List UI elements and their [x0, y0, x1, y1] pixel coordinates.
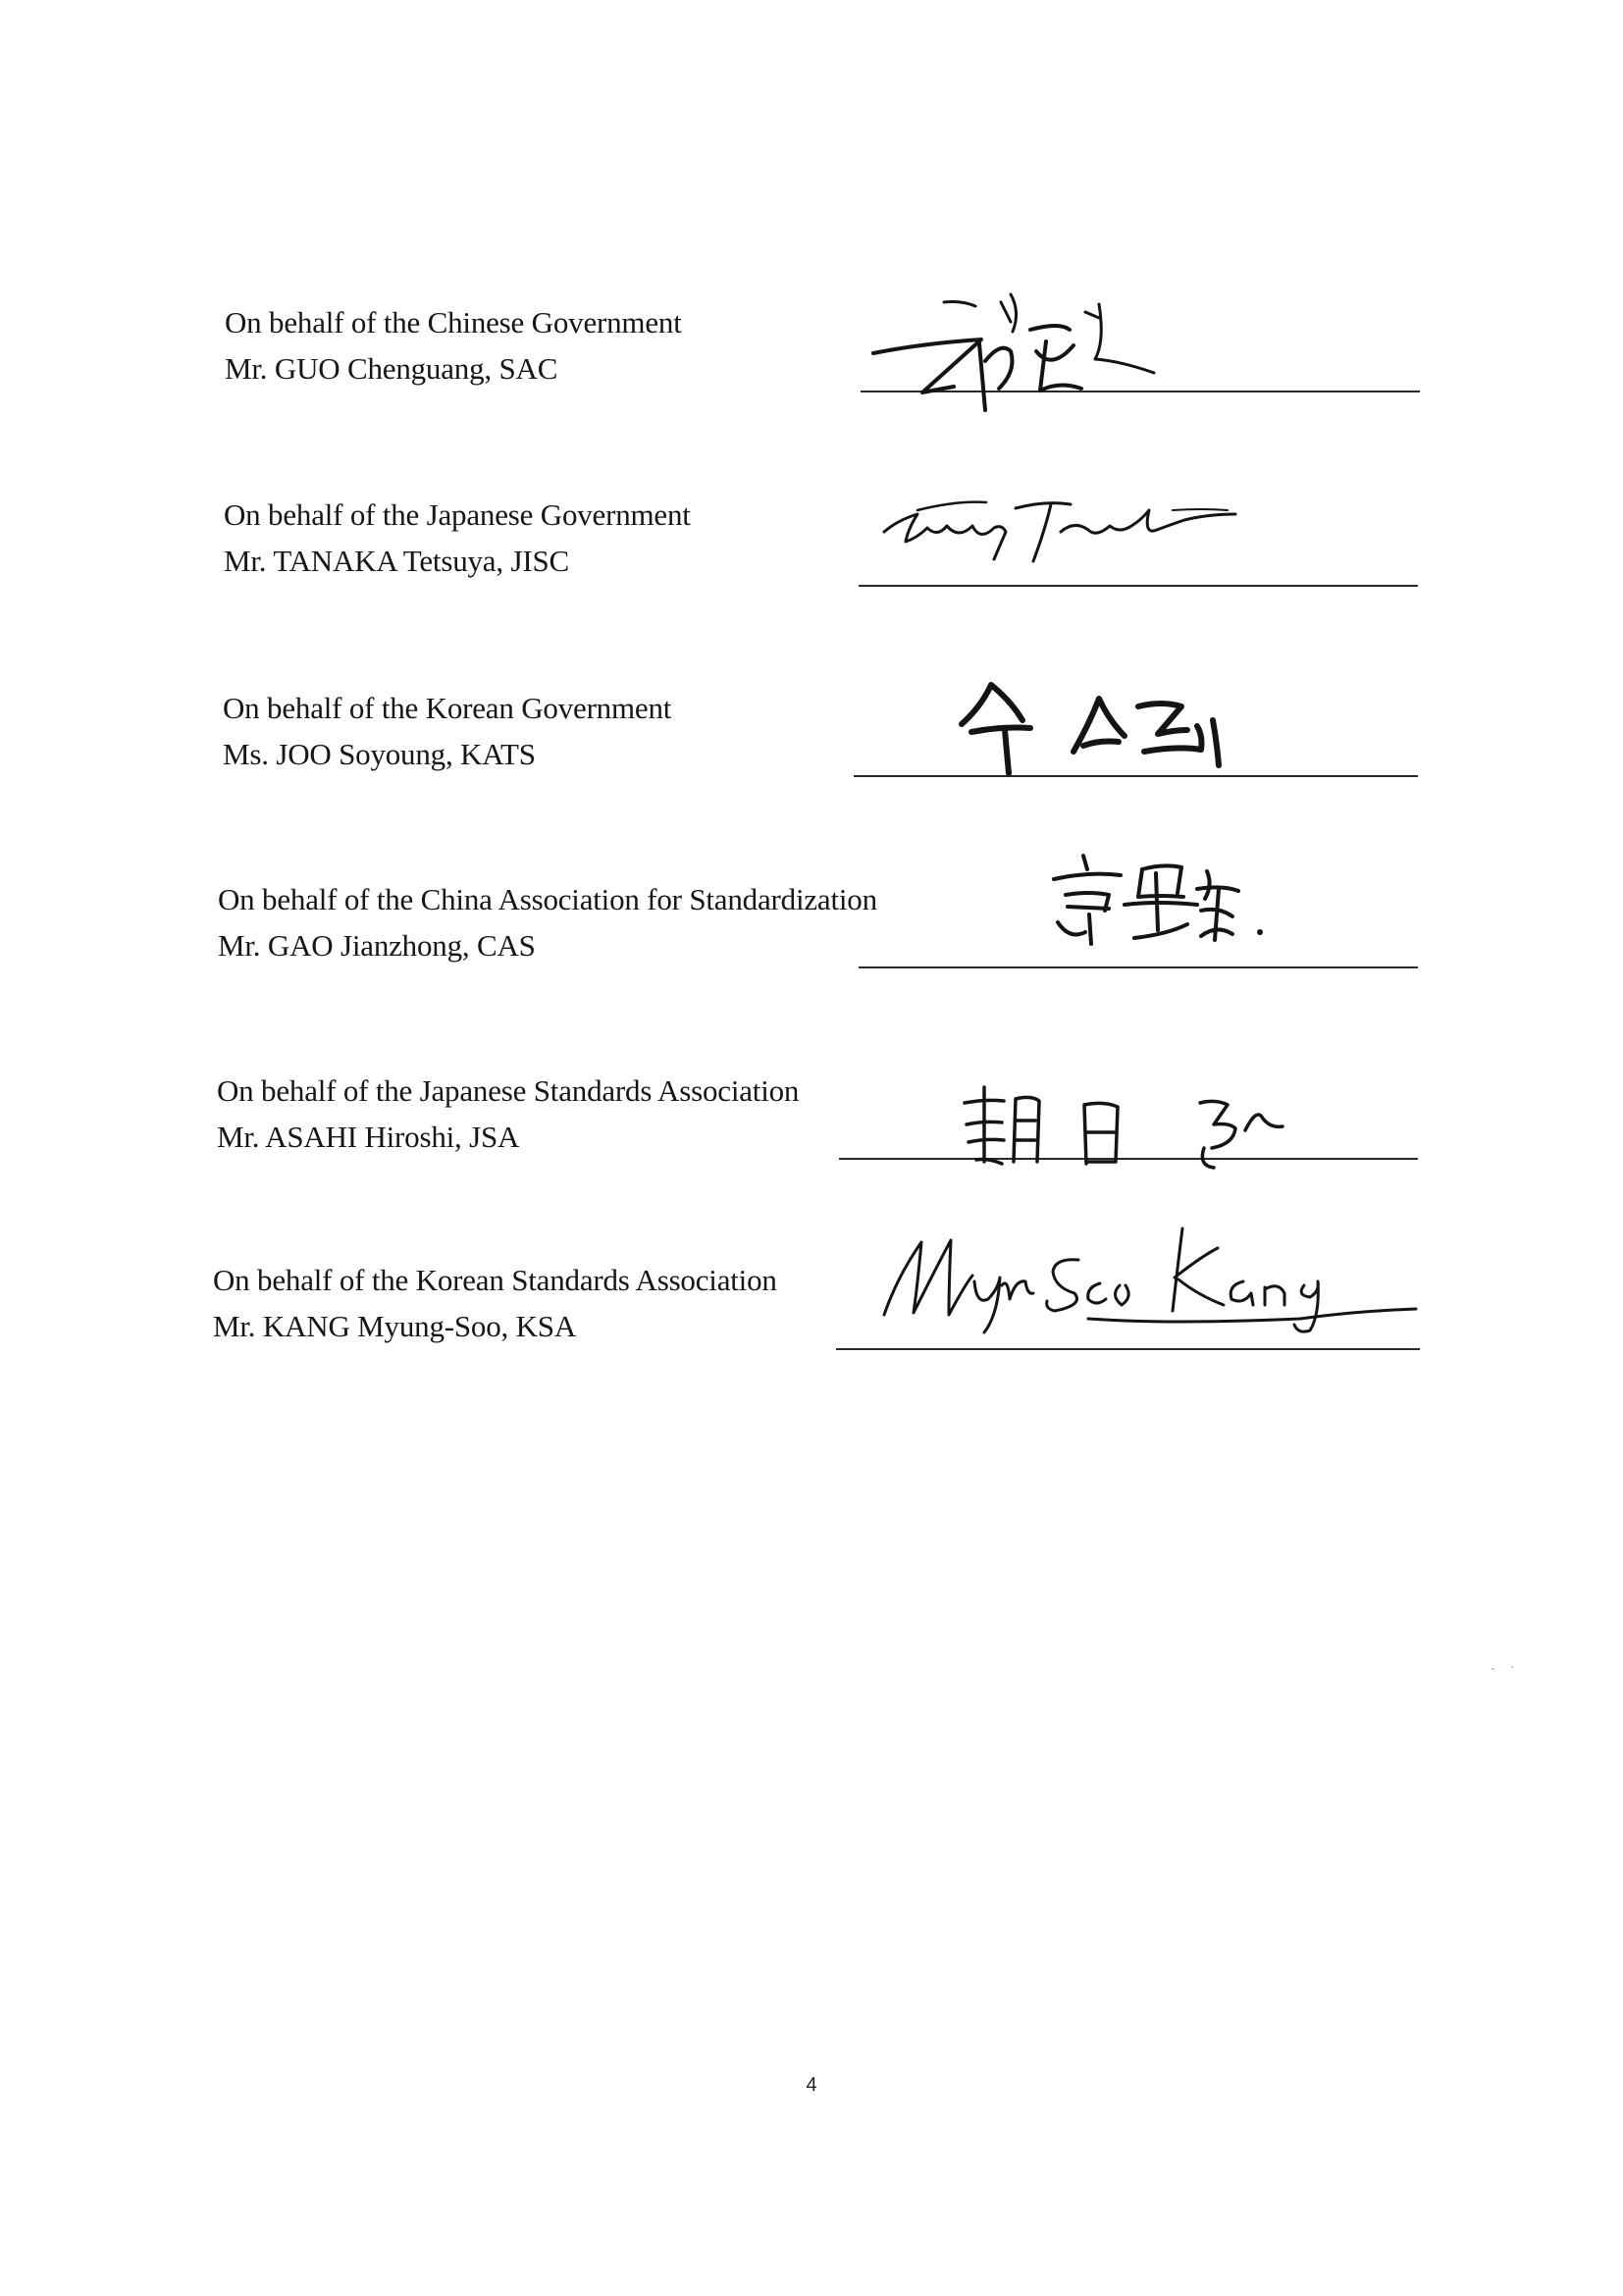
signature-line-4 — [859, 966, 1418, 968]
signature-line-2 — [859, 585, 1418, 587]
signatory-role: On behalf of the Japanese Government — [224, 497, 691, 532]
signatory-role: On behalf of the Japanese Standards Association — [217, 1073, 800, 1108]
signatory-name: Mr. ASAHI Hiroshi, JSA — [217, 1120, 520, 1154]
signatory-role: On behalf of the Chinese Government — [225, 305, 682, 339]
signatory-name: Mr. GAO Jianzhong, CAS — [218, 928, 536, 963]
scan-speck — [1511, 1666, 1513, 1668]
signatory-role: On behalf of the Korean Government — [223, 691, 672, 725]
signatory-name: Mr. GUO Chenguang, SAC — [225, 351, 558, 386]
signature-3 — [952, 677, 1256, 785]
page-number: 4 — [806, 2074, 817, 2096]
signature-2 — [878, 481, 1251, 569]
signature-6 — [878, 1217, 1428, 1354]
scan-speck — [1492, 1668, 1494, 1670]
signatory-name: Ms. JOO Soyoung, KATS — [223, 737, 536, 771]
signatory-name: Mr. KANG Myung-Soo, KSA — [213, 1309, 577, 1343]
signatory-name: Mr. TANAKA Tetsuya, JISC — [224, 544, 569, 578]
signature-4 — [1040, 846, 1276, 954]
signatory-role: On behalf of the Korean Standards Association — [213, 1263, 777, 1297]
signature-5 — [957, 1079, 1310, 1177]
signatory-role: On behalf of the China Association for Standardization — [218, 882, 877, 916]
signature-1 — [864, 283, 1178, 420]
